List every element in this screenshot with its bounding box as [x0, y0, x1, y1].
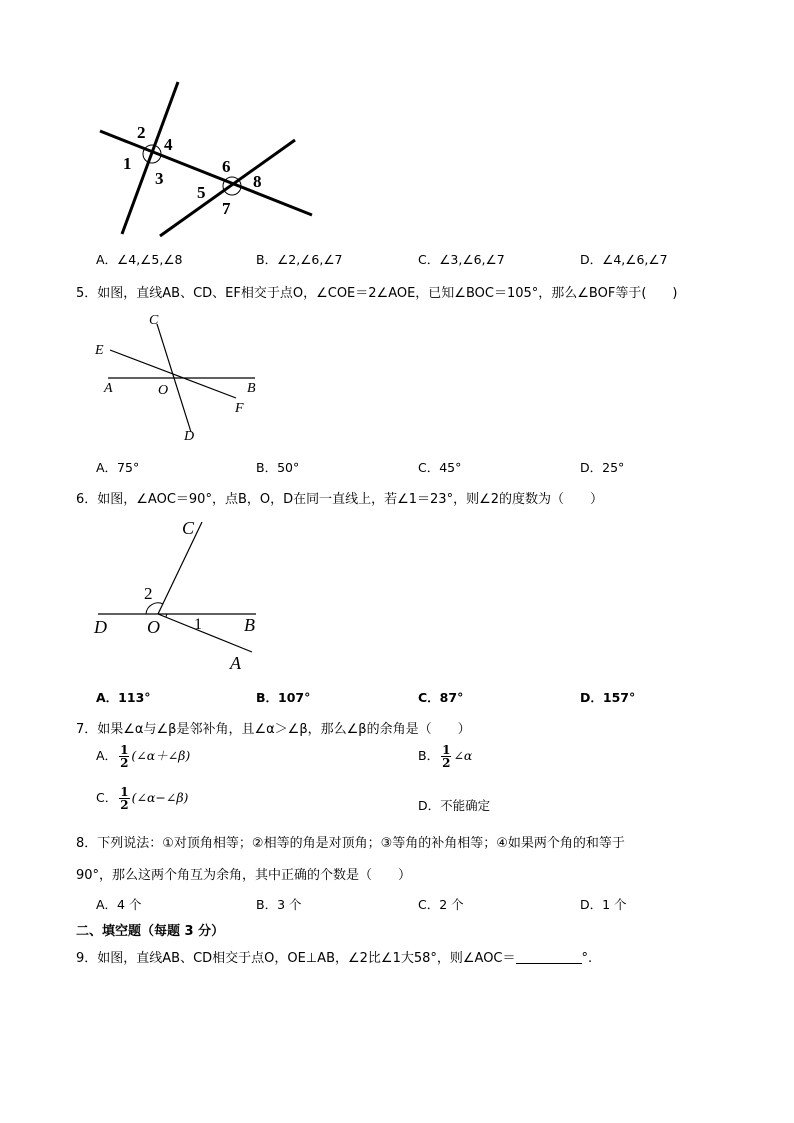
q4-label-1: 1: [123, 154, 132, 173]
q6-label-o: O: [147, 617, 160, 637]
q4-label-5: 5: [197, 183, 206, 202]
q5-option-b[interactable]: B．50°: [256, 460, 300, 475]
q4-option-c[interactable]: C．∠3,∠6,∠7: [418, 252, 505, 267]
q7-stem: 7．如果∠α与∠β是邻补角，且∠α＞∠β，那么∠β的余角是（ ）: [76, 722, 471, 737]
q5-label-f: F: [235, 401, 244, 416]
q7-option-a-prefix: A．: [96, 748, 118, 763]
q5-label-a: A: [104, 381, 113, 396]
q7-option-a-denominator: 2: [120, 756, 129, 770]
q5-stem: 5．如图，直线AB、CD、EF相交于点O，∠COE＝2∠AOE，已知∠BOC＝105°，那么∠BOF等于( ): [76, 286, 678, 301]
q8-option-d[interactable]: D．1 个: [580, 897, 627, 912]
q5-label-o: O: [158, 383, 169, 398]
q9-stem: [76, 947, 592, 966]
q7-option-a-fraction: [119, 744, 129, 769]
q4-line-second: [160, 140, 295, 236]
q5-option-a[interactable]: A．75°: [96, 460, 140, 475]
q8-stem-line2: 90°，那么这两个角互为余角，其中正确的个数是（ ）: [76, 868, 412, 883]
q5-line-ef: [110, 350, 236, 398]
q4-label-7: 7: [222, 199, 231, 218]
q4-figure: [90, 78, 330, 240]
q7-option-c-fraction: [119, 786, 129, 811]
q4-label-2: 2: [137, 123, 146, 142]
q5-option-c[interactable]: C．45°: [418, 460, 462, 475]
q7-option-c-expr: (∠α−∠β): [131, 790, 189, 805]
q4-label-8: 8: [253, 172, 262, 191]
q7-option-c[interactable]: [96, 786, 188, 811]
q7-option-b[interactable]: [418, 744, 472, 769]
q4-label-3: 3: [155, 169, 164, 188]
q9-answer-blank[interactable]: [516, 951, 582, 964]
q4-label-6: 6: [222, 157, 231, 176]
q9-stem-text: 9．如图，直线AB、CD相交于点O，OE⊥AB，∠2比∠1大58°，则∠AOC＝: [76, 951, 516, 966]
q6-figure: [88, 514, 278, 676]
q6-ray-oa: [158, 614, 252, 652]
q7-option-c-prefix: C．: [96, 790, 118, 805]
q7-option-a-numerator: 1: [120, 743, 129, 757]
q7-option-a[interactable]: [96, 744, 190, 769]
q6-label-c: C: [182, 518, 195, 538]
q6-label-2: 2: [144, 584, 153, 603]
q5-figure: [90, 308, 270, 448]
q7-option-b-fraction: [441, 744, 451, 769]
q9-stem-suffix: °.: [581, 951, 593, 966]
q4-option-a[interactable]: A．∠4,∠5,∠8: [96, 252, 183, 267]
q6-label-a: A: [230, 653, 241, 673]
q7-option-b-prefix: B．: [418, 748, 440, 763]
q4-label-4: 4: [164, 135, 173, 154]
q4-option-d[interactable]: D．∠4,∠6,∠7: [580, 252, 668, 267]
q5-label-d: D: [184, 429, 195, 444]
q6-option-d[interactable]: D．157°: [580, 690, 636, 705]
q5-label-b: B: [247, 381, 256, 396]
section-heading-fill-in: 二、填空题（每题 3 分）: [76, 924, 225, 939]
q8-option-c[interactable]: C．2 个: [418, 897, 464, 912]
q6-label-b: B: [244, 615, 255, 635]
q5-option-d[interactable]: D．25°: [580, 460, 625, 475]
q7-option-b-denominator: 2: [442, 756, 451, 770]
q6-option-c[interactable]: C．87°: [418, 690, 464, 705]
q6-option-b[interactable]: B．107°: [256, 690, 311, 705]
q5-label-c: C: [149, 313, 159, 328]
q4-option-b[interactable]: B．∠2,∠6,∠7: [256, 252, 343, 267]
q5-label-e: E: [95, 343, 104, 358]
q7-option-a-expr: (∠α＋∠β): [131, 748, 191, 763]
q6-ray-oc: [158, 522, 202, 614]
q8-stem-line1: 8．下列说法：①对顶角相等；②相等的角是对顶角；③等角的补角相等；④如果两个角的和等于: [76, 836, 625, 851]
q7-option-b-expr: ∠α: [453, 748, 473, 763]
q7-option-d[interactable]: D．不能确定: [418, 798, 491, 813]
q7-option-c-denominator: 2: [120, 798, 129, 812]
q7-option-b-numerator: 1: [442, 743, 451, 757]
q6-label-1: 1: [194, 616, 202, 633]
q6-option-a[interactable]: A．113°: [96, 690, 151, 705]
q6-label-d: D: [94, 617, 107, 637]
q7-option-c-numerator: 1: [120, 785, 129, 799]
q8-option-a[interactable]: A．4 个: [96, 897, 142, 912]
q6-stem: 6．如图，∠AOC＝90°，点B，O，D在同一直线上，若∠1＝23°，则∠2的度数为（ ）: [76, 492, 603, 507]
q8-option-b[interactable]: B．3 个: [256, 897, 302, 912]
